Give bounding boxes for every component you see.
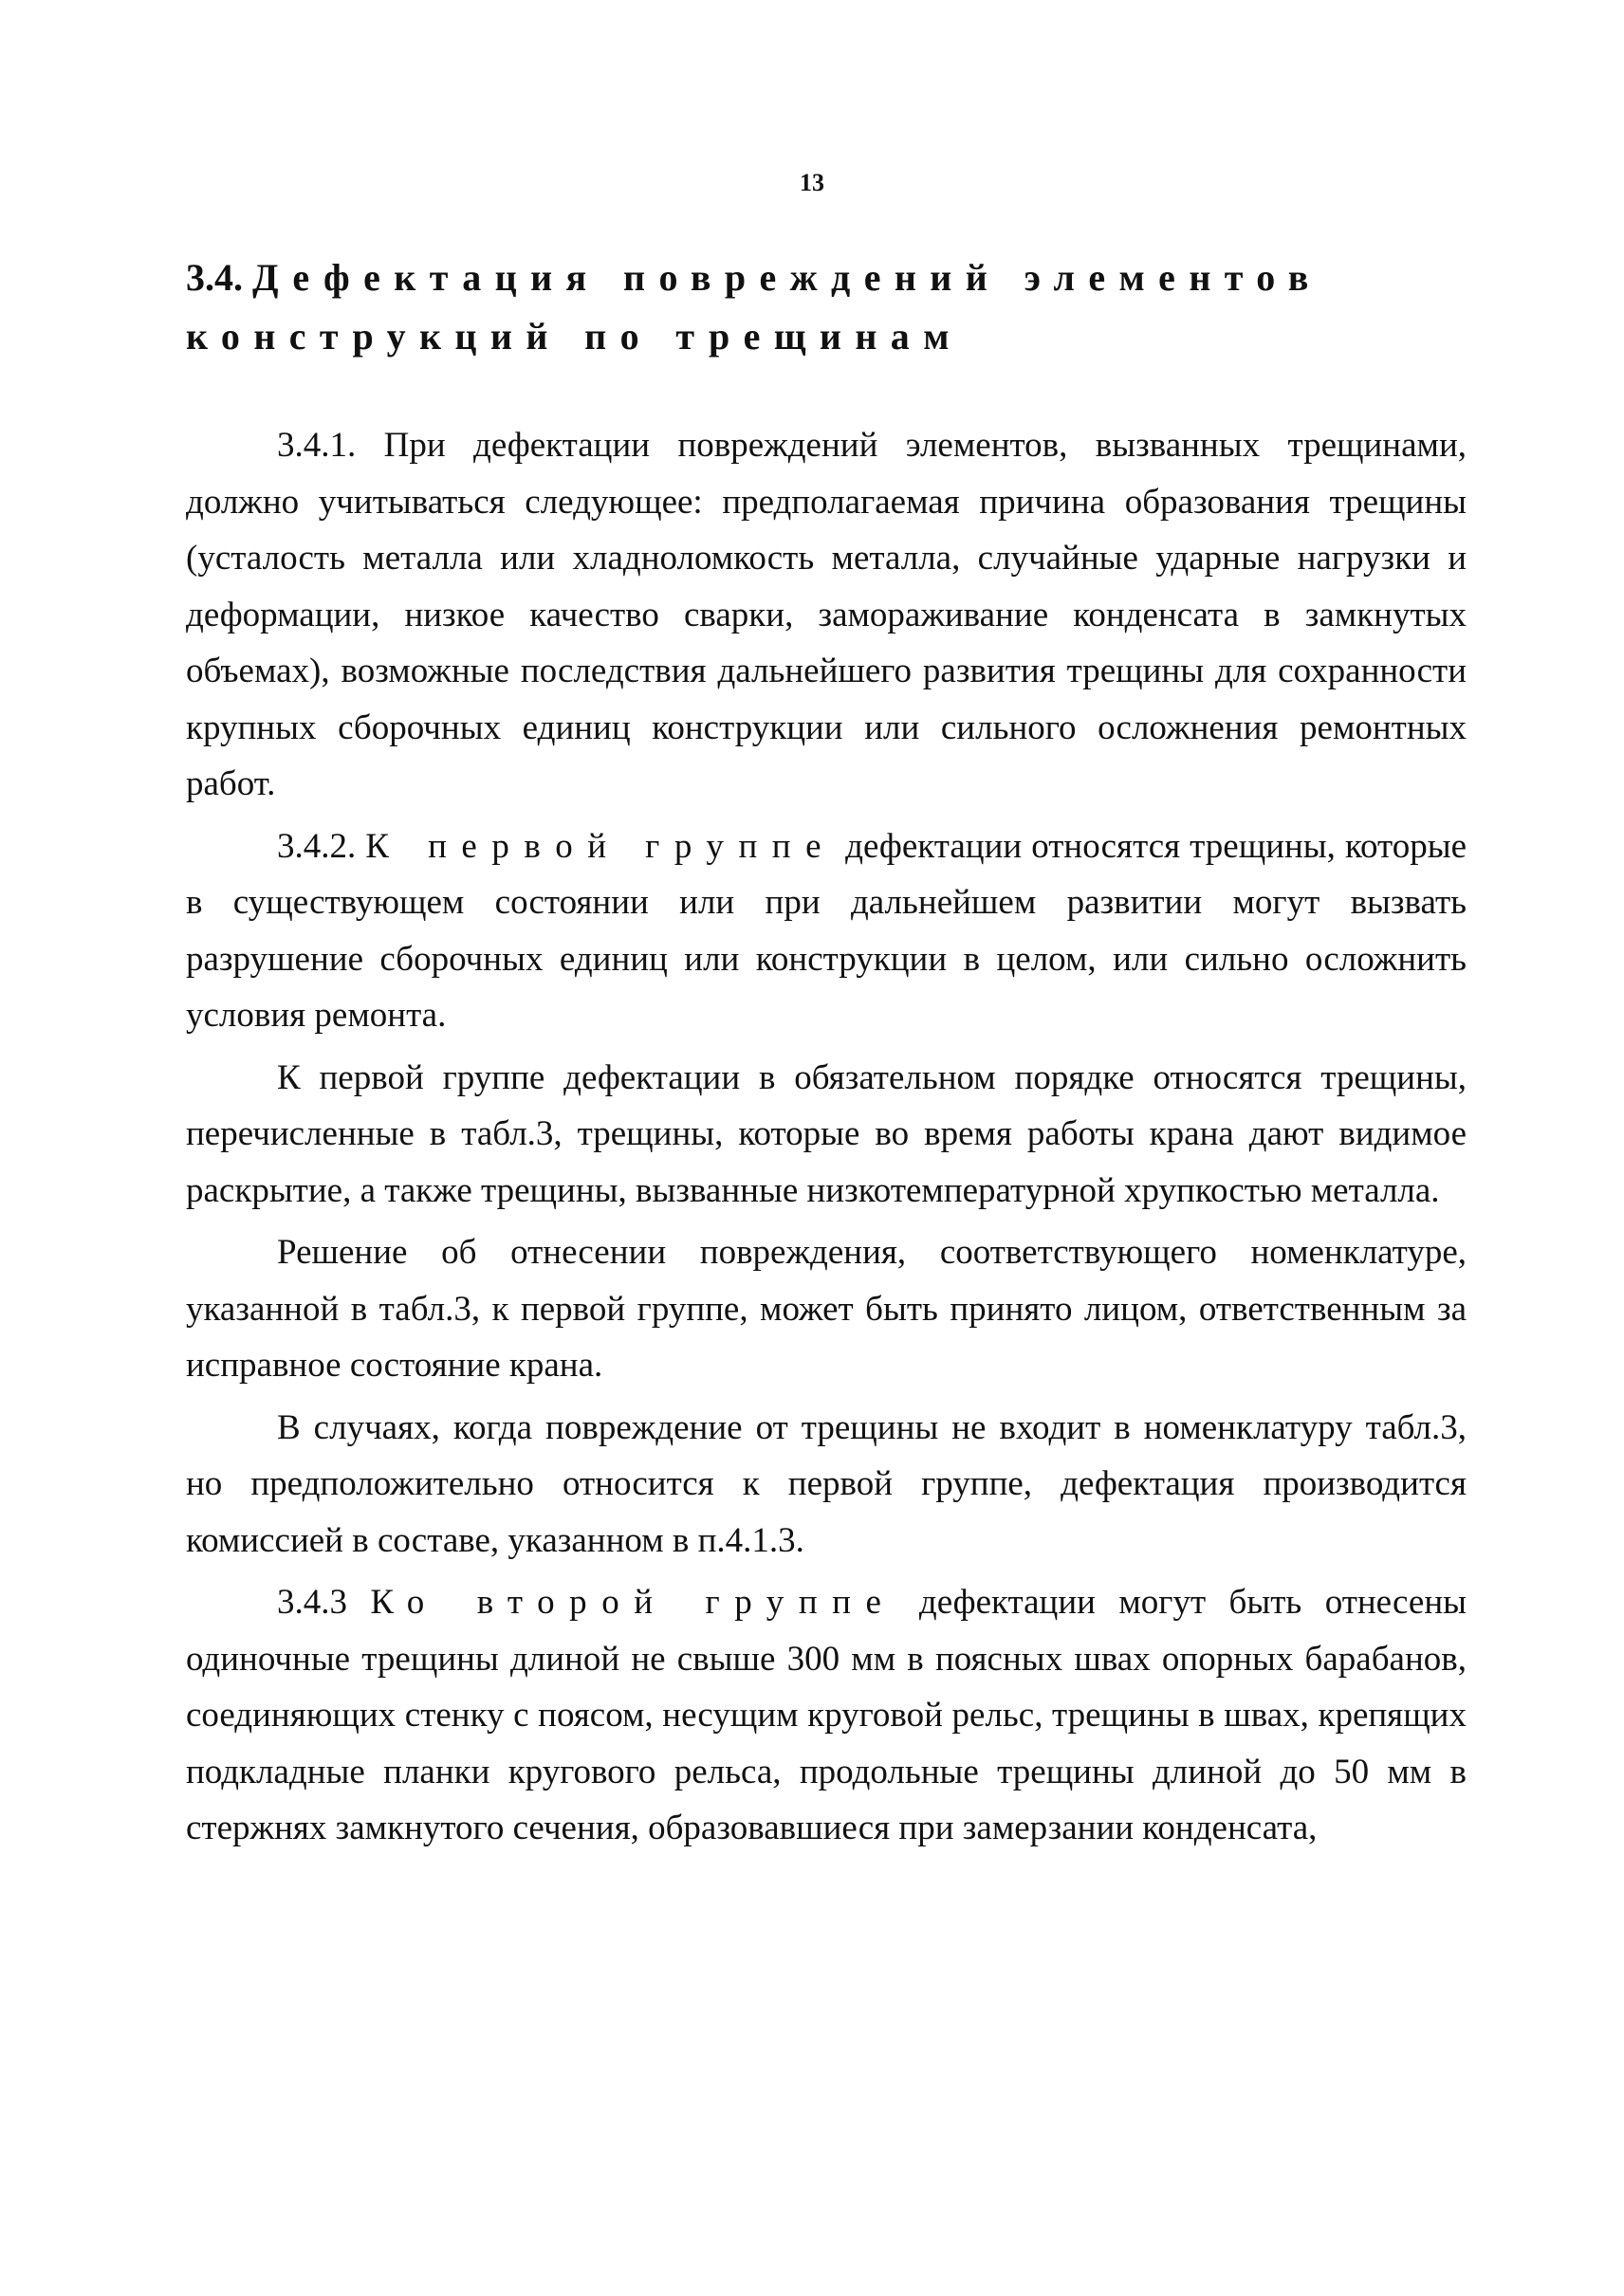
paragraph-first-group-list (186, 1050, 1467, 1220)
paragraph-number: 3.4.3 (277, 1583, 347, 1622)
paragraph-text: дефектации могут быть отнесены одиночные трещины длиной не свыше 300 мм в поясных швах опорных барабанов, соединяющих стенку с поясом, несущим круговой рельс, трещины в швах, крепящих подкладные планки кругового рельса, продольные трещины длиной до 50 мм в стержнях замкнутого сечения, образовавшиеся при замерзании конденсата, (186, 1583, 1467, 1847)
body-text (186, 417, 1467, 1857)
paragraph-text: Решение об отнесении повреждения, соответствующего номенклатуре, указанной в табл.3, к первой группе, может быть принято лицом, ответственным за исправное состояние крана. (186, 1233, 1467, 1385)
paragraph-decision (186, 1224, 1467, 1394)
paragraph-commission (186, 1400, 1467, 1570)
section-heading (186, 248, 1448, 366)
paragraph-emphasis: Ко второй группе (370, 1583, 896, 1622)
paragraph-text: дефектации относятся трещины, которые в существующем состоянии или при дальнейшем развитии могут вызвать разрушение сборочных единиц или конструкции в целом, или сильно осложнить условия ремонта. (186, 826, 1467, 1035)
paragraph-number: 3.4.1. (277, 426, 357, 465)
paragraph-3-4-3 (186, 1574, 1467, 1857)
section-number: 3.4. (186, 256, 243, 299)
paragraph-3-4-2 (186, 818, 1467, 1044)
section-title: Дефектация повреждений элементов конструкций по трещинам (186, 256, 1322, 358)
page-number: 13 (800, 169, 824, 196)
paragraph-3-4-1 (186, 417, 1467, 813)
paragraph-text: К первой группе дефектации в обязательном порядке относятся трещины, перечисленные в табл.3, трещины, которые во время работы крана дают видимое раскрытие, а также трещины, вызванные низкотемпературной хрупкостью металла. (186, 1057, 1467, 1210)
paragraph-number: 3.4.2. (277, 826, 357, 866)
paragraph-text: В случаях, когда повреждение от трещины не входит в номенклатуру табл.3, но предположительно относится к первой группе, дефектация производится комиссией в составе, указанном в п.4.1.3. (186, 1407, 1467, 1560)
paragraph-emphasis: К первой группе (365, 826, 837, 866)
paragraph-text: При дефектации повреждений элементов, вызванных трещинами, должно учитываться следующее: предполагаемая причина образования трещины (усталость металла или хладноломкость металла, случайные ударные нагрузки и деформации, низкое качество сварки, замораживание конденсата в замкнутых объемах), возможные последствия дальнейшего развития трещины для сохранности крупных сборочных единиц конструкции или сильного осложнения ремонтных работ. (186, 426, 1467, 803)
